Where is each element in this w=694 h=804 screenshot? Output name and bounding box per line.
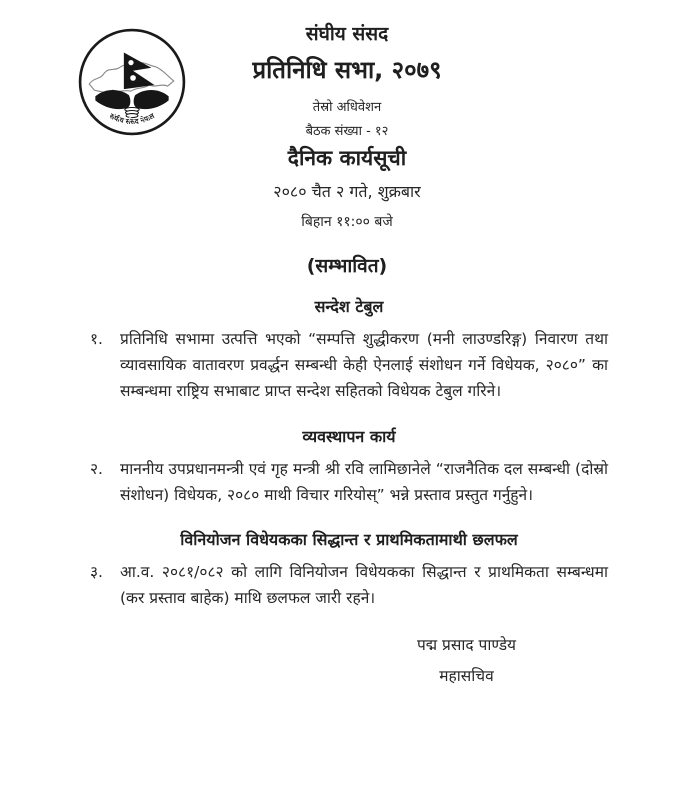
signature-inner bbox=[417, 633, 516, 686]
item-number: २. bbox=[90, 460, 103, 478]
item-number: १. bbox=[90, 330, 103, 348]
document-title: दैनिक कार्यसूची bbox=[287, 146, 407, 170]
item-text: माननीय उपप्रधानमन्त्री एवं गृह मन्त्री श्री रवि लामिछानेले “राजनैतिक दल सम्बन्धी (दोस्रो संशोधन) विधेयक, २०८० माथी विचार गरियोस्” भन्ने प्रस्ताव प्रस्तुत गर्नुहुने। bbox=[120, 460, 608, 504]
signatory-title: महासचिव bbox=[439, 667, 494, 685]
agenda-item-2 bbox=[90, 456, 608, 508]
signatory-name: पद्म प्रसाद पाण्डेय bbox=[416, 636, 516, 654]
agenda-item-1 bbox=[90, 326, 608, 404]
item-number: ३. bbox=[90, 563, 103, 581]
session-line: तेस्रो अधिवेशन bbox=[312, 100, 382, 115]
section-heading-appropriation-bill-discussion: विनियोजन विधेयकका सिद्धान्त र प्राथमिकतामाथी छलफल bbox=[180, 530, 518, 549]
house-title: प्रतिनिधि सभा, २०७९ bbox=[252, 56, 442, 84]
parliament-seal-logo bbox=[76, 26, 188, 138]
org-name: संघीय संसद bbox=[305, 23, 389, 45]
section-heading-legislative-business: व्यवस्थापन कार्य bbox=[302, 427, 396, 446]
agenda-item-3 bbox=[90, 559, 608, 611]
date-line: २०८० चैत २ गते, शुक्रबार bbox=[273, 182, 421, 201]
item-text: प्रतिनिधि सभामा उत्पत्ति भएको “सम्पत्ति शुद्धीकरण (मनी लाउण्डरिङ्ग) निवारण तथा व्यावसायिक वातावरण प्रवर्द्धन सम्बन्धी केही ऐनलाई संशोधन गर्ने विधेयक, २०८०” का सम्बन्धमा राष्ट्रिय सभाबाट प्राप्त सन्देश सहितको विधेयक टेबुल गरिने। bbox=[120, 330, 608, 400]
probable-label: (सम्भावित) bbox=[306, 255, 388, 277]
flag-moon-icon bbox=[128, 60, 133, 65]
parliament-seal-graphic bbox=[76, 26, 188, 138]
section-heading-message-table: सन्देश टेबुल bbox=[314, 297, 384, 316]
meeting-number: बैठक संख्या - १२ bbox=[305, 124, 389, 139]
item-text: आ.व. २०८१/०८२ को लागि विनियोजन विधेयकका सिद्धान्त र प्राथमिकता सम्बन्धमा (कर प्रस्ताव बाहेक) माथि छलफल जारी रहने। bbox=[120, 563, 608, 607]
seal-caption-text: संघीय संसद नेपाल bbox=[108, 111, 156, 126]
agenda-body bbox=[0, 295, 694, 686]
time-line: बिहान ११:०० बजे bbox=[301, 214, 393, 230]
signature-block bbox=[90, 633, 608, 686]
flag-sun-icon bbox=[130, 75, 136, 81]
